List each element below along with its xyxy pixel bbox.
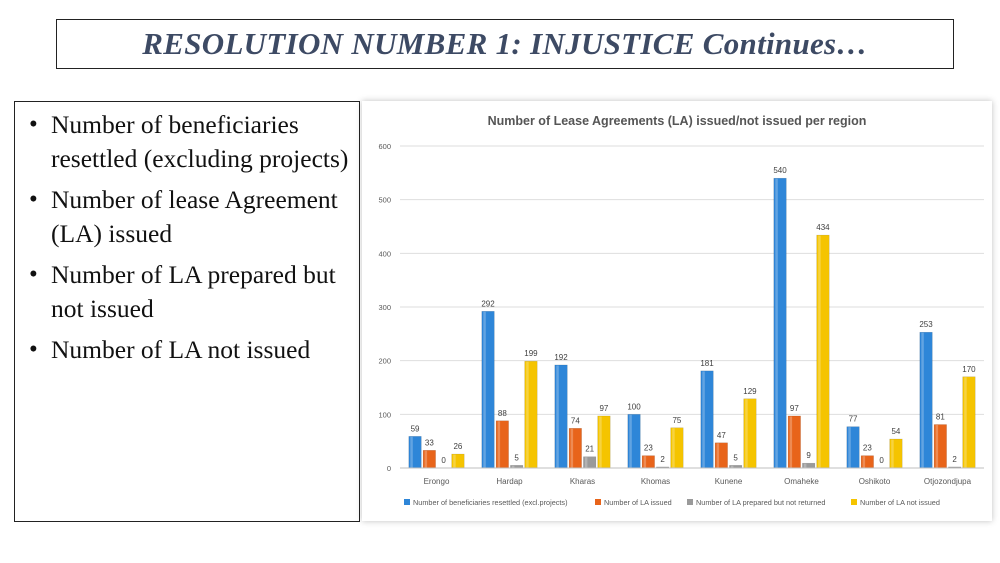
bar-highlight [410, 437, 413, 468]
bar-highlight [629, 415, 632, 468]
legend-swatch [851, 499, 857, 505]
data-label: 181 [700, 358, 714, 368]
data-label: 2 [660, 454, 665, 464]
data-label: 21 [585, 444, 595, 454]
data-label: 0 [879, 456, 884, 465]
bar-highlight [818, 236, 821, 468]
slide-title: RESOLUTION NUMBER 1: INJUSTICE Continues… [142, 26, 868, 61]
data-label: 75 [672, 415, 682, 425]
bullet-marker: • [29, 111, 38, 138]
data-label: 292 [481, 299, 495, 309]
data-label: 199 [524, 349, 538, 359]
x-tick-label: Kunene [714, 477, 743, 486]
legend-swatch [404, 499, 410, 505]
bullet-item [23, 183, 351, 251]
bullet-item [23, 258, 351, 326]
y-tick-label: 600 [378, 142, 391, 151]
legend-label: Number of LA prepared but not returned [696, 498, 826, 507]
x-tick-label: Khomas [640, 477, 671, 486]
bar-highlight [571, 429, 574, 468]
bar-highlight [672, 428, 675, 467]
x-tick-label: Hardap [496, 477, 523, 486]
x-tick-label: Erongo [423, 477, 450, 486]
data-label: 88 [497, 408, 507, 418]
data-label: 54 [891, 427, 901, 437]
bar-highlight [964, 377, 967, 467]
bar-highlight [731, 466, 734, 468]
bar-chart [362, 101, 992, 521]
bullet-item [23, 333, 351, 367]
bar-highlight [848, 427, 851, 467]
bar-highlight [556, 365, 559, 467]
bar-highlight [891, 440, 894, 468]
legend-swatch [687, 499, 693, 505]
data-label: 0 [441, 456, 446, 465]
bar-highlight [863, 456, 866, 467]
bar-highlight [526, 362, 529, 468]
data-label: 129 [743, 386, 757, 396]
bar-highlight [644, 456, 647, 467]
bullet-marker: • [29, 336, 38, 363]
data-label: 26 [453, 442, 463, 452]
title-box [56, 19, 954, 69]
x-tick-label: Omaheke [784, 477, 819, 486]
bar-highlight [790, 416, 793, 467]
data-label: 77 [848, 414, 858, 424]
bullet-marker: • [29, 261, 38, 288]
legend-label: Number of LA issued [604, 498, 672, 507]
bar-highlight [599, 416, 602, 467]
bullet-panel [14, 101, 360, 522]
data-label: 33 [424, 438, 434, 448]
y-tick-label: 0 [386, 464, 391, 473]
bar-highlight [512, 466, 515, 468]
bar-highlight [453, 455, 456, 468]
bar-highlight [921, 333, 924, 468]
bar-highlight [745, 399, 748, 467]
data-label: 97 [789, 403, 799, 413]
y-tick-label: 200 [378, 356, 391, 366]
data-label: 434 [816, 223, 830, 233]
data-label: 192 [554, 352, 568, 362]
data-label: 100 [627, 402, 641, 412]
data-label: 2 [952, 454, 957, 464]
y-tick-label: 400 [378, 249, 391, 259]
data-label: 5 [514, 453, 519, 463]
bar-highlight [425, 451, 428, 468]
data-label: 9 [806, 451, 811, 461]
bar-highlight [717, 443, 720, 467]
chart-panel [362, 101, 992, 521]
y-tick-label: 500 [378, 195, 391, 205]
data-label: 74 [570, 416, 580, 426]
bar-highlight [775, 179, 778, 468]
data-label: 81 [935, 412, 945, 422]
bar-highlight [936, 425, 939, 467]
x-tick-label: Otjozondjupa [923, 477, 972, 486]
x-tick-label: Kharas [569, 477, 596, 486]
chart-title: Number of Lease Agreements (LA) issued/not issued per region [487, 114, 867, 128]
y-tick-label: 100 [378, 410, 391, 420]
bullet-item [23, 108, 351, 176]
data-label: 97 [599, 403, 609, 413]
y-tick-label: 300 [378, 303, 391, 312]
data-label: 5 [733, 453, 738, 463]
data-label: 59 [410, 424, 420, 434]
data-label: 540 [773, 166, 787, 176]
data-label: 23 [643, 443, 653, 453]
bullet-text: Number of LA prepared but not issued [51, 260, 336, 323]
data-label: 47 [716, 430, 726, 440]
bar-highlight [804, 464, 807, 468]
legend-swatch [595, 499, 601, 505]
legend-label: Number of LA not issued [860, 498, 940, 507]
bullet-text: Number of beneficiaries resettled (excluding projects) [51, 110, 349, 173]
bullet-list [23, 108, 351, 367]
bar-highlight [498, 421, 501, 467]
data-label: 23 [862, 443, 872, 453]
data-label: 170 [962, 364, 976, 374]
data-label: 253 [919, 320, 933, 330]
bar-highlight [483, 312, 486, 468]
bar-highlight [585, 457, 588, 467]
bar-highlight [702, 371, 705, 467]
x-tick-label: Oshikoto [858, 477, 891, 486]
legend-label: Number of beneficiaries resettled (excl.projects) [413, 498, 568, 507]
bullet-text: Number of LA not issued [51, 335, 311, 364]
bullet-text: Number of lease Agreement (LA) issued [51, 185, 338, 248]
bullet-marker: • [29, 186, 38, 213]
